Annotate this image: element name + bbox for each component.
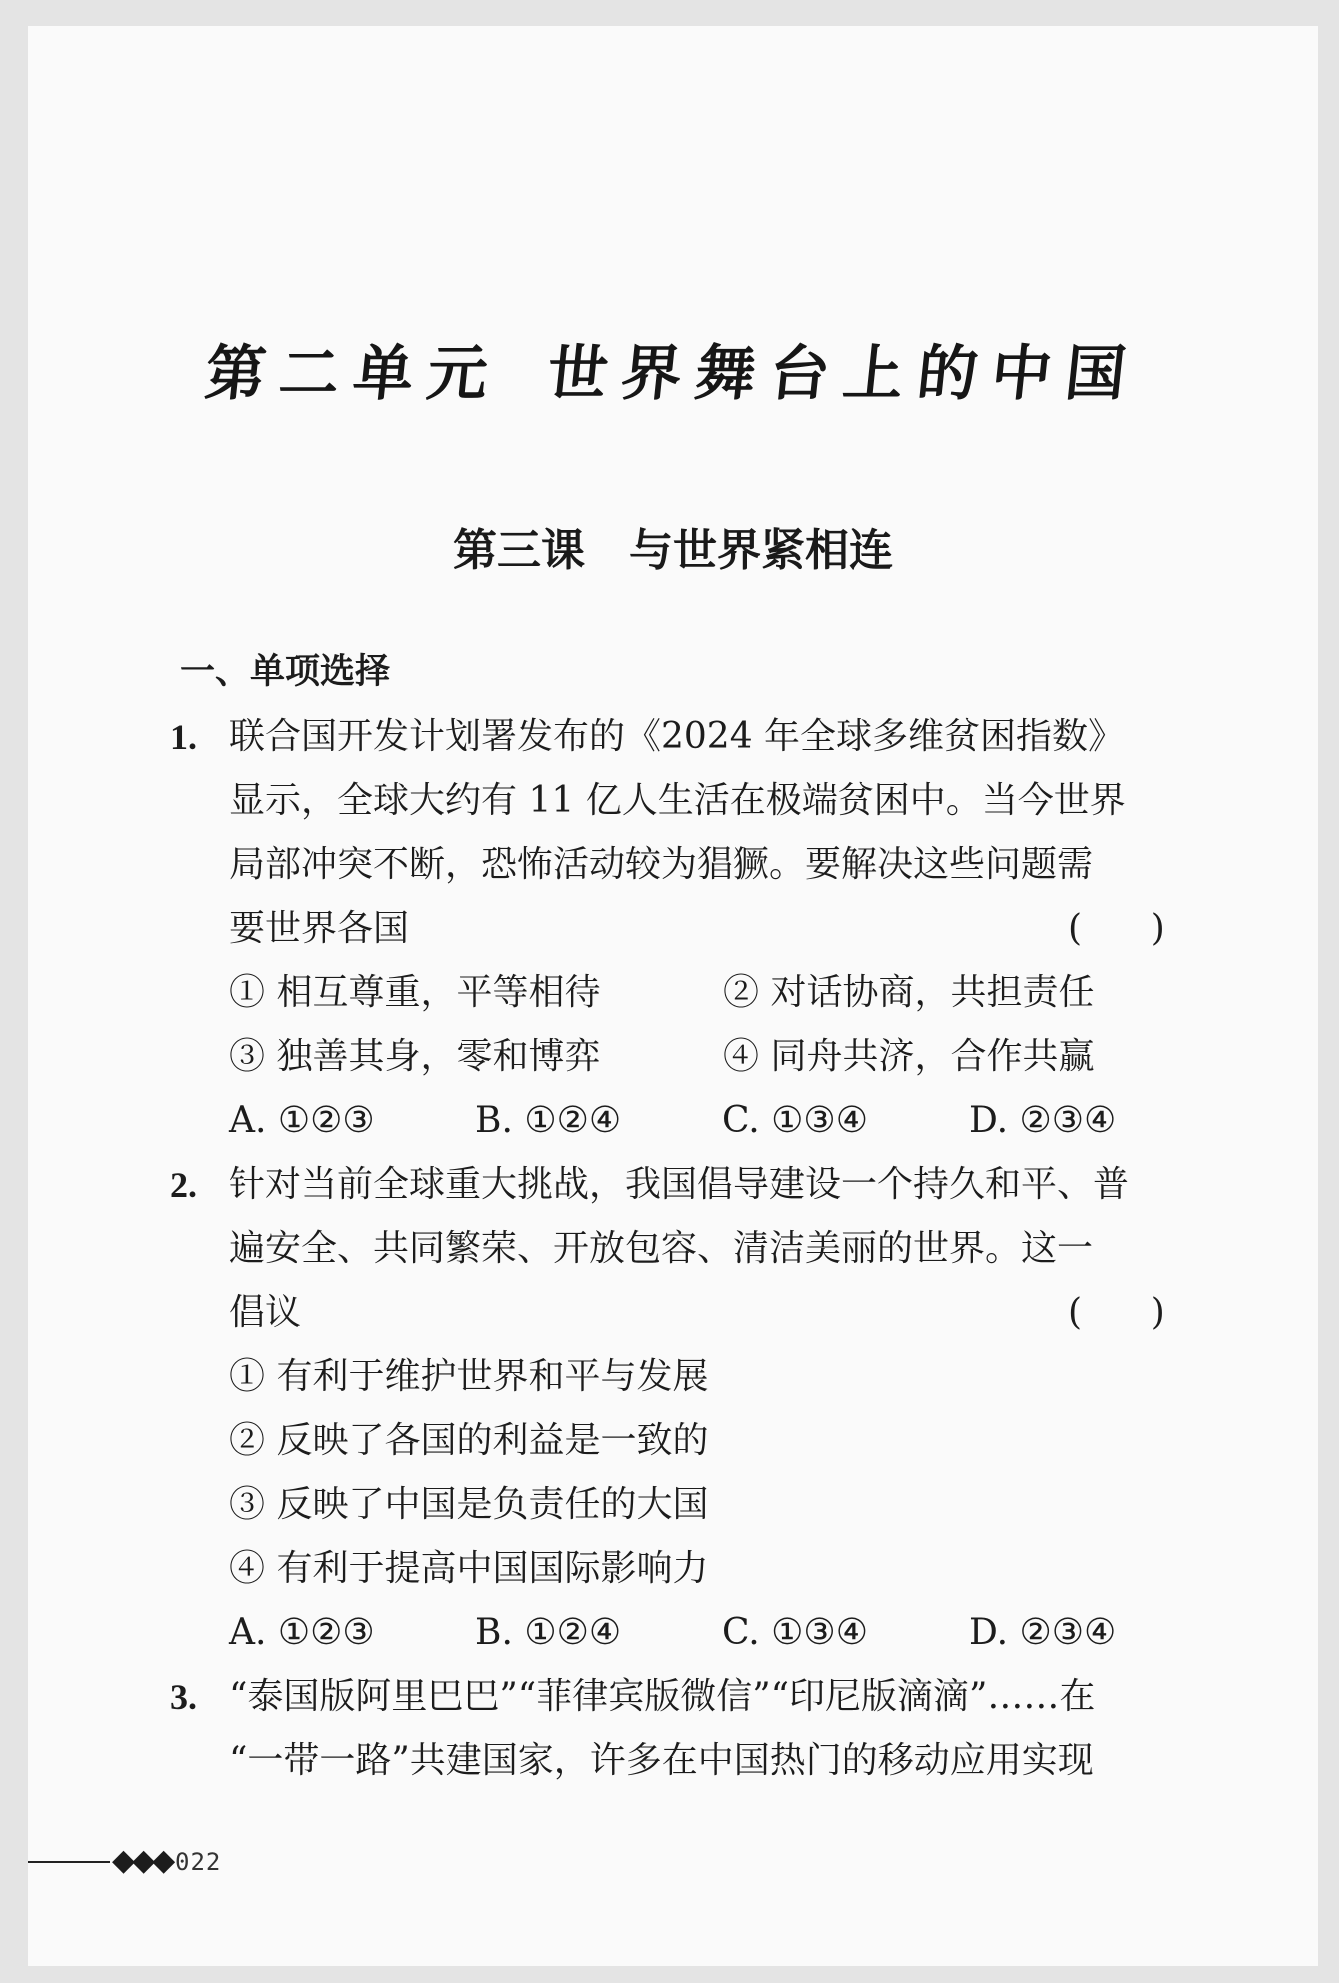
question-3-stem-line: “一带一路”共建国家，许多在中国热门的移动应用实现 xyxy=(229,1740,1094,1781)
question-2-stem-line: 针对当前全球重大挑战，我国倡导建设一个持久和平、普 xyxy=(229,1164,1130,1205)
question-1-option-b[interactable]: B. ①②④ xyxy=(475,1100,622,1141)
question-1-number: 1. xyxy=(170,717,197,757)
question-1-stem-line: 联合国开发计划署发布的《2024 年全球多维贫困指数》 xyxy=(229,716,1125,757)
question-2-option-a[interactable]: A. ①②③ xyxy=(229,1612,375,1653)
lesson-title xyxy=(28,514,1318,578)
footer-rule xyxy=(28,1861,110,1863)
footer-diamond-icons: ◆◆◆ xyxy=(112,1843,173,1878)
question-3-number: 3. xyxy=(170,1677,197,1717)
question-2-statement-2: ② 反映了各国的利益是一致的 xyxy=(229,1420,709,1461)
question-2-option-c[interactable]: C. ①③④ xyxy=(722,1612,868,1653)
question-2-option-d[interactable]: D. ②③④ xyxy=(969,1612,1117,1653)
question-1-stem-line: 要世界各国 xyxy=(229,908,410,949)
question-2-stem-line: 倡议 xyxy=(229,1292,302,1333)
question-2-statement-1: ① 有利于维护世界和平与发展 xyxy=(229,1356,709,1397)
question-1-option-a[interactable]: A. ①②③ xyxy=(229,1100,375,1141)
question-2-stem-line: 遍安全、共同繁荣、开放包容、清洁美丽的世界。这一 xyxy=(229,1228,1094,1269)
question-1-statement-2: ② 对话协商，共担责任 xyxy=(723,972,1095,1013)
question-1-statement-1: ① 相互尊重，平等相待 xyxy=(229,972,601,1013)
question-1-statement-4: ④ 同舟共济，合作共赢 xyxy=(723,1036,1095,1077)
page-number: 022 xyxy=(175,1848,222,1876)
unit-title xyxy=(23,326,1322,412)
question-1-stem-line: 显示，全球大约有 11 亿人生活在极端贫困中。当今世界 xyxy=(229,780,1126,821)
section-heading: 一、单项选择 xyxy=(180,652,391,692)
question-2-option-b[interactable]: B. ①②④ xyxy=(475,1612,622,1653)
question-1-stem-line: 局部冲突不断，恐怖活动较为猖獗。要解决这些问题需 xyxy=(229,844,1094,885)
question-2-answer-paren[interactable]: ( ) xyxy=(1068,1292,1165,1333)
question-2-statement-3: ③ 反映了中国是负责任的大国 xyxy=(229,1484,709,1525)
unit-title-number: 第二单元 xyxy=(201,339,506,409)
question-1-option-c[interactable]: C. ①③④ xyxy=(722,1100,868,1141)
question-2-statement-4: ④ 有利于提高中国国际影响力 xyxy=(229,1548,709,1589)
lesson-title-text: 与世界紧相连 xyxy=(629,525,893,576)
lesson-title-number: 第三课 xyxy=(453,525,585,576)
workbook-page xyxy=(28,26,1318,1966)
question-1-option-d[interactable]: D. ②③④ xyxy=(969,1100,1117,1141)
question-3-stem-line: “泰国版阿里巴巴”“菲律宾版微信”“印尼版滴滴”……在 xyxy=(229,1676,1096,1717)
question-1-answer-paren[interactable]: ( ) xyxy=(1068,908,1165,949)
question-1-statement-3: ③ 独善其身，零和博弈 xyxy=(229,1036,601,1077)
question-2-number: 2. xyxy=(170,1165,197,1205)
unit-title-text: 世界舞台上的中国 xyxy=(543,339,1144,409)
